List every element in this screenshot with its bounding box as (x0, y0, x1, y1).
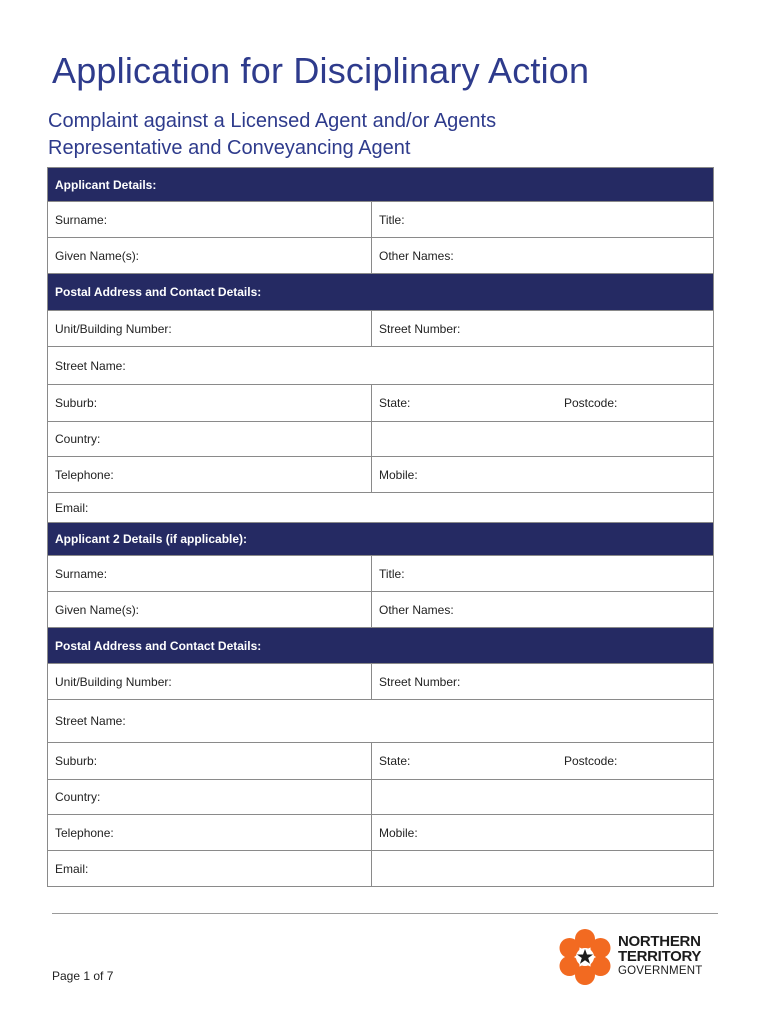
section-heading-postal-address: Postal Address and Contact Details: (48, 274, 714, 311)
applicant-2-title-label: Title: (379, 566, 405, 581)
logo-line-territory: TERRITORY (618, 948, 702, 965)
applicant-2-country-label: Country: (55, 790, 101, 804)
suburb-label: Suburb: (55, 396, 98, 410)
given-names-field[interactable] (48, 238, 372, 274)
applicant-2-surname-field[interactable] (48, 556, 372, 592)
applicant-2-country-field[interactable] (48, 780, 372, 815)
given-names-label: Given Name(s): (55, 248, 140, 263)
section-heading-postal-address-2: Postal Address and Contact Details: (48, 628, 714, 664)
suburb-field[interactable] (48, 385, 372, 422)
blank-cell (372, 422, 714, 457)
applicant-2-other-names-field[interactable] (372, 592, 714, 628)
applicant-2-unit-building-number-label: Unit/Building Number: (55, 674, 172, 689)
applicant-2-telephone-label: Telephone: (55, 825, 114, 840)
application-form-table (47, 167, 714, 887)
state-postcode-field[interactable] (372, 385, 714, 422)
email-field[interactable] (48, 493, 714, 523)
applicant-2-telephone-field[interactable] (48, 815, 372, 851)
page-number: Page 1 of 7 (52, 969, 114, 983)
applicant-2-surname-label: Surname: (55, 566, 108, 581)
applicant-2-state-postcode-field[interactable] (372, 743, 714, 780)
telephone-field[interactable] (48, 457, 372, 493)
subtitle-line-2: Representative and Conveyancing Agent (48, 137, 411, 159)
applicant-2-suburb-label: Suburb: (55, 754, 98, 768)
blank-cell-2 (372, 780, 714, 815)
other-names-label: Other Names: (379, 248, 454, 263)
blank-cell-3 (372, 851, 714, 887)
mobile-field[interactable] (372, 457, 714, 493)
page-title: Application for Disciplinary Action (52, 50, 590, 91)
country-field[interactable] (48, 422, 372, 457)
postcode-label: Postcode: (564, 396, 618, 410)
nt-government-logo (556, 928, 721, 986)
applicant-2-given-names-field[interactable] (48, 592, 372, 628)
unit-building-number-field[interactable] (48, 311, 372, 347)
applicant-2-given-names-label: Given Name(s): (55, 602, 140, 617)
section-heading-applicant-details: Applicant Details: (48, 168, 714, 202)
unit-building-number-label: Unit/Building Number: (55, 321, 172, 336)
street-name-label: Street Name: (55, 358, 126, 373)
applicant-2-email-field[interactable] (48, 851, 372, 887)
subtitle-line-1: Complaint against a Licensed Agent and/or Agents (48, 110, 497, 132)
surname-label: Surname: (55, 212, 108, 227)
street-number-field[interactable] (372, 311, 714, 347)
footer-divider (52, 913, 718, 914)
applicant-2-email-label: Email: (55, 861, 89, 876)
applicant-2-other-names-label: Other Names: (379, 602, 454, 617)
mobile-label: Mobile: (379, 467, 418, 482)
applicant-2-title-field[interactable] (372, 556, 714, 592)
state-label: State: (379, 396, 411, 410)
section-heading-applicant-2-details: Applicant 2 Details (if applicable): (48, 523, 714, 556)
applicant-2-street-number-field[interactable] (372, 664, 714, 700)
telephone-label: Telephone: (55, 467, 114, 482)
applicant-2-mobile-field[interactable] (372, 815, 714, 851)
email-label: Email: (55, 500, 89, 515)
applicant-2-unit-building-number-field[interactable] (48, 664, 372, 700)
logo-wordmark (618, 934, 702, 978)
applicant-2-postcode-label: Postcode: (564, 754, 618, 768)
title-field[interactable] (372, 202, 714, 238)
street-name-field[interactable] (48, 347, 714, 385)
applicant-2-street-name-label: Street Name: (55, 714, 126, 728)
applicant-2-street-name-field[interactable] (48, 700, 714, 743)
applicant-2-street-number-label: Street Number: (379, 674, 461, 689)
street-number-label: Street Number: (379, 321, 461, 336)
applicant-2-suburb-field[interactable] (48, 743, 372, 780)
other-names-field[interactable] (372, 238, 714, 274)
applicant-2-mobile-label: Mobile: (379, 825, 418, 840)
logo-line-government: GOVERNMENT (618, 965, 703, 977)
title-label: Title: (379, 212, 405, 227)
logo-line-northern: NORTHERN (618, 933, 701, 950)
country-label: Country: (55, 432, 101, 446)
surname-field[interactable] (48, 202, 372, 238)
applicant-2-state-label: State: (379, 754, 411, 768)
page-subtitle (48, 108, 648, 162)
desert-rose-icon (556, 928, 614, 986)
